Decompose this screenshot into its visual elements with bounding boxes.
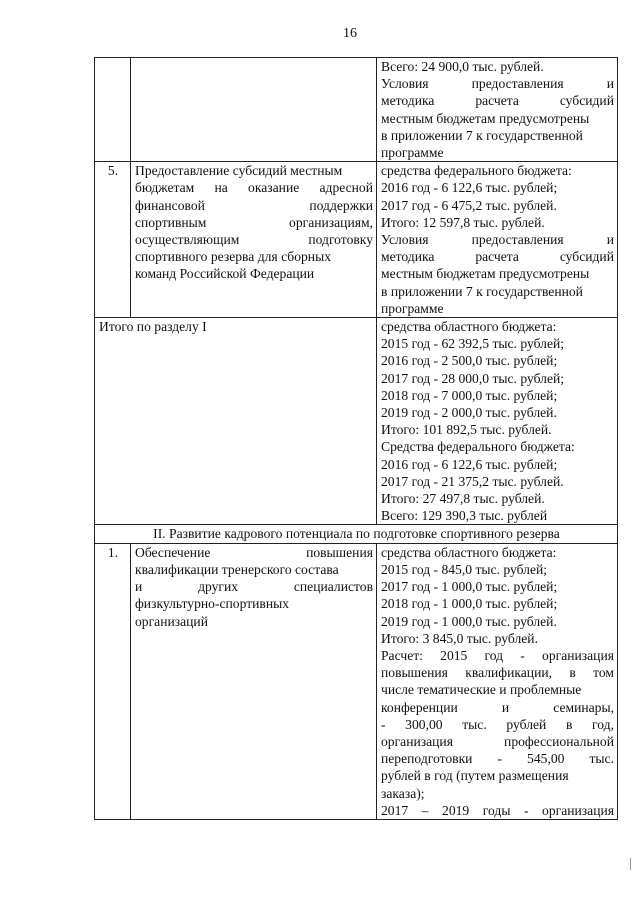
funding-line: 2018 год - 1 000,0 тыс. рублей; (381, 596, 558, 612)
activity-name-cell (131, 58, 377, 162)
funding-line: 2016 год - 6 122,6 тыс. рублей; (381, 180, 558, 196)
activity-name-line: финансовой поддержки (135, 197, 373, 213)
funding-line: в приложении 7 к государственной (381, 127, 583, 143)
funding-line: Всего: 24 900,0 тыс. рублей. (381, 59, 544, 74)
funding-line: заказа); (381, 785, 425, 801)
activity-name-line: команд Российской Федерации (135, 266, 315, 282)
activity-name-cell (131, 543, 377, 819)
funding-line: Условия предоставления и (381, 232, 614, 248)
funding-line: средства областного бюджета: (381, 544, 557, 560)
section-total-text: Итого по разделу I (99, 319, 207, 335)
page-number: 16 (343, 26, 357, 41)
activity-name-line: спортивным организациям, (135, 214, 373, 230)
activity-name-line: Обеспечение повышения (135, 544, 373, 560)
funding-cell (377, 58, 618, 162)
scan-mark (630, 858, 631, 870)
activity-name-line: осуществляющим подготовку (135, 232, 373, 248)
activity-name-line: организаций (135, 613, 208, 629)
funding-line: 2017 год - 1 000,0 тыс. рублей; (381, 579, 558, 595)
activity-name-cell (131, 162, 377, 318)
funding-line: рублей в год (путем размещения (381, 768, 569, 784)
funding-line: 2017 – 2019 годы - организация (381, 802, 614, 818)
funding-line: Условия предоставления и (381, 76, 614, 92)
activity-name-line: физкультурно-спортивных (135, 596, 290, 612)
funding-line: 2019 год - 1 000,0 тыс. рублей. (381, 613, 557, 629)
funding-line: - 300,00 тыс. рублей в год, (381, 716, 614, 732)
funding-line: 2017 год - 6 475,2 тыс. рублей. (381, 197, 557, 213)
funding-cell (377, 318, 618, 525)
funding-line: Итого: 12 597,8 тыс. рублей. (381, 214, 545, 230)
funding-line: в приложении 7 к государственной (381, 283, 583, 299)
funding-line: 2017 год - 21 375,2 тыс. рублей. (381, 473, 564, 489)
table-row-1 (95, 543, 618, 819)
funding-line: методика расчета субсидий (381, 93, 614, 109)
funding-line: повышения квалификации, в том (381, 665, 614, 681)
funding-line: Итого: 3 845,0 тыс. рублей. (381, 630, 538, 646)
funding-line: 2017 год - 28 000,0 тыс. рублей; (381, 370, 565, 386)
funding-line: местным бюджетам предусмотрены (381, 266, 590, 282)
funding-line: конференции и семинары, (381, 699, 614, 715)
row-number-cell: 1. (95, 543, 131, 819)
activity-name-line: и других специалистов (135, 579, 373, 595)
funding-line: Итого: 27 497,8 тыс. рублей. (381, 491, 545, 507)
funding-line: 2018 год - 7 000,0 тыс. рублей; (381, 387, 558, 403)
funding-line: 2016 год - 6 122,6 тыс. рублей; (381, 456, 558, 472)
section-total-label (95, 318, 377, 525)
funding-cell (377, 162, 618, 318)
funding-line: организация профессиональной (381, 733, 614, 749)
table-row-section-heading (95, 525, 618, 543)
funding-line: 2016 год - 2 500,0 тыс. рублей; (381, 353, 558, 369)
table-row-continuation (95, 58, 618, 162)
funding-line: Средства федерального бюджета: (381, 439, 575, 455)
table-row-section-total (95, 318, 618, 525)
activity-name-line: Предоставление субсидий местным (135, 163, 343, 179)
funding-cell (377, 543, 618, 819)
funding-line: программе (381, 300, 444, 316)
row-number-cell: 5. (95, 162, 131, 318)
activity-name-line: квалификации тренерского состава (135, 561, 339, 577)
funding-line: числе тематические и проблемные (381, 682, 582, 698)
funding-line: средства федерального бюджета: (381, 163, 572, 179)
row-number-cell (95, 58, 131, 162)
funding-line: методика расчета субсидий (381, 249, 614, 265)
funding-line: 2019 год - 2 000,0 тыс. рублей. (381, 405, 557, 421)
funding-line: средства областного бюджета: (381, 319, 557, 335)
funding-line: 2015 год - 845,0 тыс. рублей; (381, 561, 548, 577)
activity-name-line: спортивного резерва для сборных (135, 249, 331, 265)
activity-name-line: бюджетам на оказание адресной (135, 180, 373, 196)
section-heading: II. Развитие кадрового потенциала по подготовке спортивного резерва (95, 525, 618, 543)
funding-line: Расчет: 2015 год - организация (381, 647, 614, 663)
program-activities-table (94, 57, 618, 820)
funding-line: Итого: 101 892,5 тыс. рублей. (381, 422, 552, 438)
table-row-5 (95, 162, 618, 318)
funding-line: программе (381, 145, 444, 161)
funding-line: переподготовки - 545,00 тыс. (381, 751, 614, 767)
funding-line: Всего: 129 390,3 тыс. рублей (381, 508, 548, 524)
funding-line: местным бюджетам предусмотрены (381, 110, 590, 126)
funding-line: 2015 год - 62 392,5 тыс. рублей; (381, 336, 565, 352)
